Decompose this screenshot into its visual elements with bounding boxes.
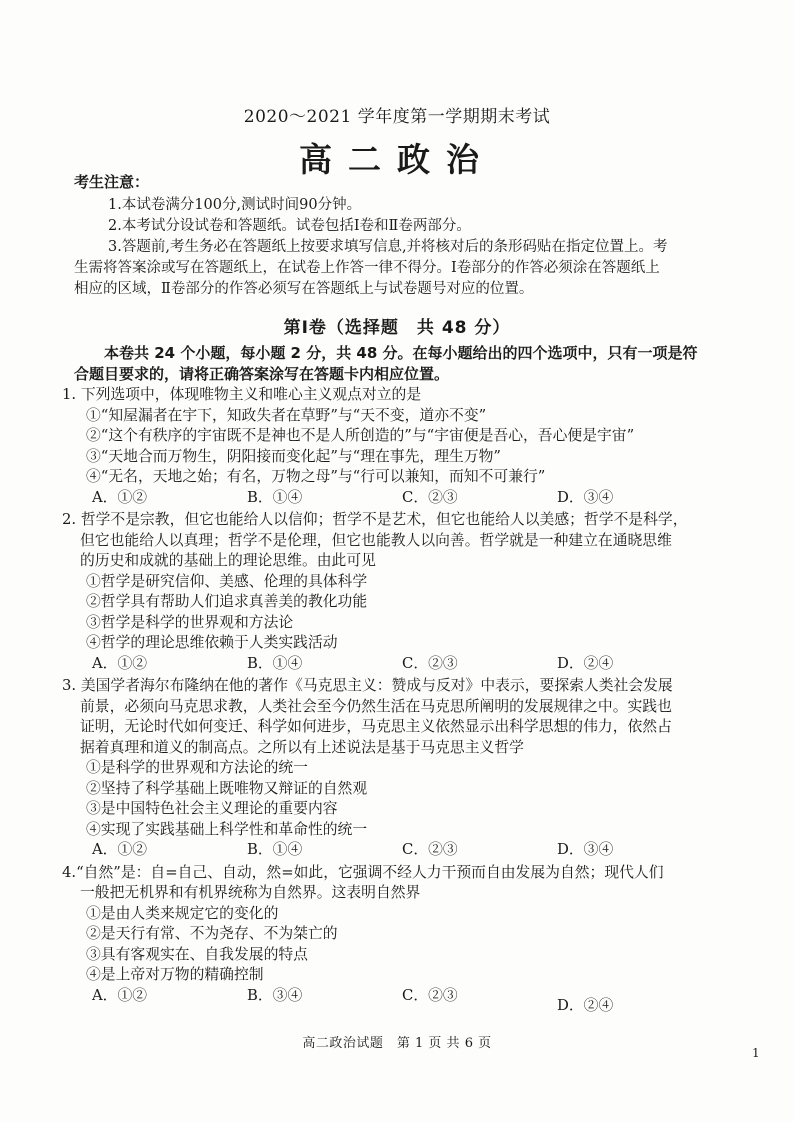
notice-item-2: 2.本考试分设试卷和答题纸。试卷包括Ⅰ卷和Ⅱ卷两部分。 xyxy=(108,218,471,234)
choice-b: B．①④ xyxy=(247,654,303,672)
question-option: ④“无名，天地之始；有名，万物之母”与“行可以兼知，而知不可兼行” xyxy=(86,468,546,485)
choice-b: B．①④ xyxy=(247,841,303,858)
question-stem: 4.“自然”是：自=自己、自动，然=如此，它强调不经人力干预而自由发展为自然；现代人们 xyxy=(62,863,664,881)
question-stem-cont: 但它也能给人以真理；哲学不是伦理，但它也能教人以向善。哲学就是一种建立在通晓思维 xyxy=(80,531,672,549)
question-option: ④哲学的理论思维依赖于人类实践活动 xyxy=(86,634,338,651)
choice-a: A．①② xyxy=(92,986,148,1004)
question-option: ②“这个有秩序的宇宙既不是神也不是人所创造的”与“宇宙便是吾心，吾心便是宇宙” xyxy=(86,427,635,444)
question-4 xyxy=(62,863,722,1017)
question-option: ④是上帝对万物的精确控制 xyxy=(86,966,264,983)
notice-title: 考生注意： xyxy=(74,173,150,191)
question-stem: 2. 哲学不是宗教，但它也能给人以信仰；哲学不是艺术，但它也能给人以美感；哲学不是科学， xyxy=(62,511,688,528)
choice-a: A．①② xyxy=(92,841,148,858)
question-option: ②坚持了科学基础上既唯物又辩证的自然观 xyxy=(86,779,368,797)
question-option: ②是天行有常、不为尧存、不为桀亡的 xyxy=(86,925,338,942)
question-stem-cont: 证明，无论时代如何变迁、科学如何进步，马克思主义依然显示出科学思想的伟力，依然占 xyxy=(80,718,672,735)
question-option: ③“天地合而万物生，阴阳接而变化起”与“理在事先，理生万物” xyxy=(86,447,501,465)
notice-item-3-cont-1: 生需将答案涂或写在答题纸上，在试卷上作答一律不得分。Ⅰ卷部分的作答必须涂在答题纸上 xyxy=(74,260,660,276)
choice-c: C．②③ xyxy=(402,986,458,1004)
question-2 xyxy=(62,510,722,674)
answer-choices xyxy=(62,488,722,509)
question-stem: 1. 下列选项中，体现唯物主义和唯心主义观点对立的是 xyxy=(62,386,422,403)
choice-b: B．①④ xyxy=(247,488,303,506)
question-list xyxy=(62,385,722,1018)
question-option: ③具有客观实在、自我发展的特点 xyxy=(86,945,308,963)
question-stem: 3. 美国学者海尔布隆纳在他的著作《马克思主义：赞成与反对》中表示，要探索人类社会发展 xyxy=(62,677,673,694)
notice-item-3-cont-2: 相应的区域，Ⅱ卷部分的作答必须写在答题纸上与试卷题号对应的位置。 xyxy=(74,281,534,297)
question-option: ①“知屋漏者在宇下，知政失者在草野”与“天不变，道亦不变” xyxy=(86,406,487,424)
question-stem-cont: 的历史和成就的基础上的理论思维。由此可见 xyxy=(80,552,376,569)
section-title: 第Ⅰ卷（选择题 共 48 分） xyxy=(283,318,511,338)
choice-d: D．③④ xyxy=(557,488,614,506)
answer-choices xyxy=(62,840,722,861)
choice-a: A．①② xyxy=(92,654,148,672)
question-stem-cont: 一般把无机界和有机界统称为自然界。这表明自然界 xyxy=(80,884,421,901)
choice-b: B．③④ xyxy=(247,986,303,1004)
choice-d: D．②④ xyxy=(557,654,614,672)
question-option: ③哲学是科学的世界观和方法论 xyxy=(86,613,294,631)
question-option: ②哲学具有帮助人们追求真善美的教化功能 xyxy=(86,593,368,610)
question-option: ④实现了实践基础上科学性和革命性的统一 xyxy=(86,820,368,838)
question-option: ①是科学的世界观和方法论的统一 xyxy=(86,759,308,776)
exam-year-line: 2020～2021 学年度第一学期期末考试 xyxy=(243,107,551,127)
instruction-line-2: 合题目要求的，请将正确答案涂写在答题卡内相应位置。 xyxy=(74,365,450,383)
question-option: ③是中国特色社会主义理论的重要内容 xyxy=(86,800,338,817)
instruction-line-1: 本卷共 24 个小题，每小题 2 分，共 48 分。在每小题给出的四个选项中，只有一项是符 xyxy=(104,344,698,362)
answer-choices xyxy=(62,986,722,1017)
answer-choices xyxy=(62,654,722,675)
notice-block xyxy=(74,172,734,300)
question-stem-cont: 前景，必须向马克思求教，人类社会至今仍然生活在马克思所阐明的发展规律之中。实践也 xyxy=(80,697,672,715)
notice-item-3: 3.答题前,考生务必在答题纸上按要求填写信息,并将核对后的条形码贴在指定位置上。考 xyxy=(108,239,668,255)
question-option: ①哲学是研究信仰、美感、伦理的具体科学 xyxy=(86,572,368,590)
question-3 xyxy=(62,676,722,861)
corner-page-number: 1 xyxy=(752,1046,760,1060)
choice-c: C．②③ xyxy=(402,654,458,672)
choice-c: C．②③ xyxy=(402,841,458,858)
section-instruction xyxy=(74,343,720,385)
choice-a: A．①② xyxy=(92,488,148,506)
question-stem-cont: 据着真理和道义的制高点。之所以有上述说法是基于马克思主义哲学 xyxy=(80,738,524,756)
page-footer: 高二政治试题 第 1 页 共 6 页 xyxy=(302,1036,492,1051)
choice-d: D．②④ xyxy=(557,996,614,1014)
choice-c: C．②③ xyxy=(402,488,458,506)
question-option: ①是由人类来规定它的变化的 xyxy=(86,904,279,922)
notice-item-1: 1.本试卷满分100分,测试时间90分钟。 xyxy=(108,197,362,213)
question-1 xyxy=(62,385,722,508)
choice-d: D．③④ xyxy=(557,841,614,858)
page-title: 高二政治 xyxy=(299,140,495,179)
